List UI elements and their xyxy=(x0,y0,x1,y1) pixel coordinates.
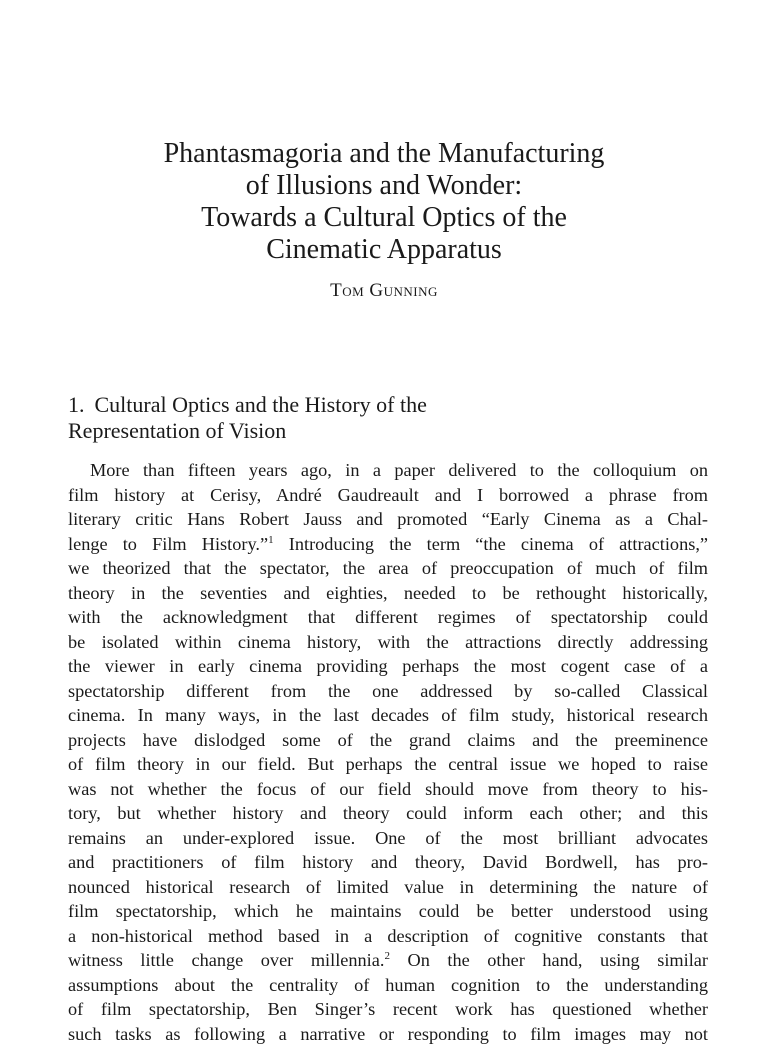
footnote-marker: 1 xyxy=(268,533,274,545)
body-paragraph xyxy=(68,458,708,1046)
title-line-1: Phantasmagoria and the Manufacturing xyxy=(60,138,708,170)
article-title xyxy=(60,138,708,266)
paragraph-line: film spectatorship, which he maintains could be better understood using xyxy=(68,899,708,924)
paragraph-line: a non-historical method based in a description of cognitive constants that xyxy=(68,924,708,949)
paragraph-line: film history at Cerisy, André Gaudreault and I borrowed a phrase from xyxy=(68,483,708,508)
paragraph-line xyxy=(68,532,708,557)
paragraph-line-part: lenge to Film History.” xyxy=(68,534,268,554)
paragraph-line: was not whether the focus of our field should move from theory to his- xyxy=(68,777,708,802)
paragraph-line: cinema. In many ways, in the last decades of film study, historical research xyxy=(68,703,708,728)
paragraph-line: and practitioners of film history and theory, David Bordwell, has pro- xyxy=(68,850,708,875)
paragraph-line: More than fifteen years ago, in a paper delivered to the colloquium on xyxy=(68,458,708,483)
paragraph-line: assumptions about the centrality of human cognition to the understanding xyxy=(68,973,708,998)
paragraph-line: projects have dislodged some of the grand claims and the preeminence xyxy=(68,728,708,753)
title-line-4: Cinematic Apparatus xyxy=(60,234,708,266)
section-number: 1. xyxy=(68,392,85,417)
paragraph-line: remains an under-explored issue. One of the most brilliant advocates xyxy=(68,826,708,851)
paragraph-line: with the acknowledgment that different regimes of spectatorship could xyxy=(68,605,708,630)
paragraph-line: literary critic Hans Robert Jauss and promoted “Early Cinema as a Chal- xyxy=(68,507,708,532)
paragraph-line: tory, but whether history and theory could inform each other; and this xyxy=(68,801,708,826)
footnote-marker: 2 xyxy=(384,950,390,962)
paragraph-line: we theorized that the spectator, the area of preoccupation of much of film xyxy=(68,556,708,581)
paragraph-line: spectatorship different from the one addressed by so-called Classical xyxy=(68,679,708,704)
paragraph-line: nounced historical research of limited value in determining the nature of xyxy=(68,875,708,900)
title-line-3: Towards a Cultural Optics of the xyxy=(60,202,708,234)
paragraph-line-part: On the other hand, using similar xyxy=(390,950,708,970)
section-heading xyxy=(68,392,708,444)
paragraph-line: theory in the seventies and eighties, needed to be rethought historically, xyxy=(68,581,708,606)
paragraph-line: of film spectatorship, Ben Singer’s recent work has questioned whether xyxy=(68,997,708,1022)
paragraph-line: such tasks as following a narrative or responding to film images may not xyxy=(68,1022,708,1046)
title-line-2: of Illusions and Wonder: xyxy=(60,170,708,202)
paragraph-line xyxy=(68,948,708,973)
section-title-line-2: Representation of Vision xyxy=(68,418,286,443)
paragraph-line-part: Introducing the term “the cinema of attractions,” xyxy=(274,534,708,554)
section-title-line-1: Cultural Optics and the History of the xyxy=(95,392,427,417)
paragraph-line-part: witness little change over millennia. xyxy=(68,950,384,970)
paragraph-line: be isolated within cinema history, with the attractions directly addressing xyxy=(68,630,708,655)
paragraph-line: of film theory in our field. But perhaps the central issue we hoped to raise xyxy=(68,752,708,777)
paragraph-line: the viewer in early cinema providing perhaps the most cogent case of a xyxy=(68,654,708,679)
author-name: Tom Gunning xyxy=(60,280,708,302)
